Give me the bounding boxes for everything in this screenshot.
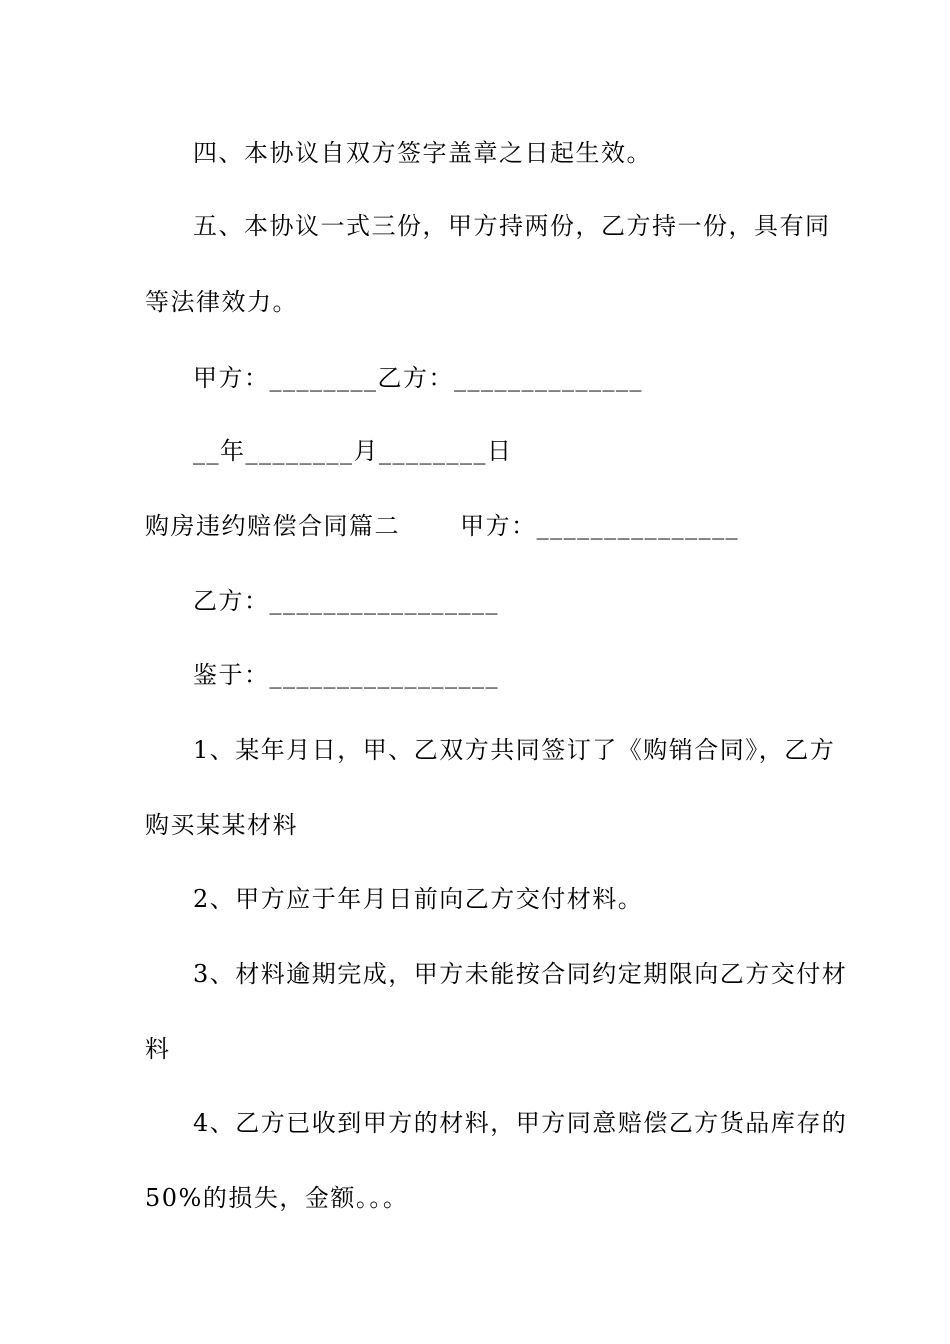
item-four-continued: 50%的损失，金额。。。 (145, 1184, 409, 1212)
item-four: 4、乙方已收到甲方的材料，甲方同意赔偿乙方货品库存的 (193, 1109, 848, 1137)
section-two-title-party-a: 购房违约赔偿合同篇二 甲方：_______________ (145, 512, 740, 540)
date-line: __年________月________日 (193, 437, 513, 465)
party-b-line: 乙方：_________________ (193, 587, 499, 615)
whereas-line: 鉴于：_________________ (193, 661, 499, 689)
item-three: 3、材料逾期完成，甲方未能按合同约定期限向乙方交付材 (193, 960, 848, 988)
item-one-continued: 购买某某材料 (145, 811, 298, 839)
clause-four-effective: 四、本协议自双方签字盖章之日起生效。 (193, 139, 652, 167)
clause-five-copies: 五、本协议一式三份，甲方持两份，乙方持一份，具有同 (193, 212, 831, 240)
party-signature-line: 甲方：________乙方：______________ (193, 364, 643, 392)
item-one: 1、某年月日，甲、乙双方共同签订了《购销合同》，乙方 (193, 736, 836, 764)
clause-five-copies-continued: 等法律效力。 (145, 288, 298, 316)
item-three-continued: 料 (145, 1035, 171, 1063)
item-two: 2、甲方应于年月日前向乙方交付材料。 (193, 885, 644, 913)
